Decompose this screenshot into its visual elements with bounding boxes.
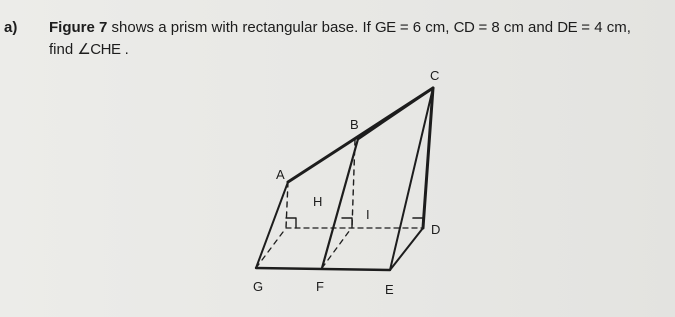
point-label-e: E <box>385 282 394 297</box>
sentence-end: . <box>120 41 129 58</box>
segment-cd: CD <box>453 19 475 36</box>
segment-ge: GE <box>374 19 396 36</box>
point-label-h: H <box>313 194 323 209</box>
point-label-b: B <box>350 117 359 132</box>
point-label-c: C <box>430 68 440 83</box>
edge-ag <box>256 182 288 268</box>
point-label-g: G <box>253 279 264 294</box>
point-label-a: A <box>276 167 285 182</box>
right-angle-marker-d <box>413 218 423 228</box>
find-text: find <box>49 41 78 58</box>
figure-reference: Figure 7 <box>49 19 108 36</box>
target-angle: ∠CHE <box>77 41 121 58</box>
hidden-edge-gh <box>256 228 286 268</box>
right-angle-marker-h <box>286 218 296 228</box>
question-text-intro: shows a prism with rectangular base. If <box>107 19 375 36</box>
point-label-i: I <box>366 207 370 222</box>
segment-ge-value: = 6 cm, <box>395 19 454 36</box>
point-label-f: F <box>316 279 324 294</box>
point-label-d: D <box>431 222 441 237</box>
segment-de-value: = 4 cm, <box>577 19 631 36</box>
segment-cd-value: = 8 cm and <box>474 19 558 36</box>
segment-de: DE <box>557 19 578 36</box>
question-part-label: a) <box>4 19 18 36</box>
right-angle-marker-i <box>342 218 352 228</box>
